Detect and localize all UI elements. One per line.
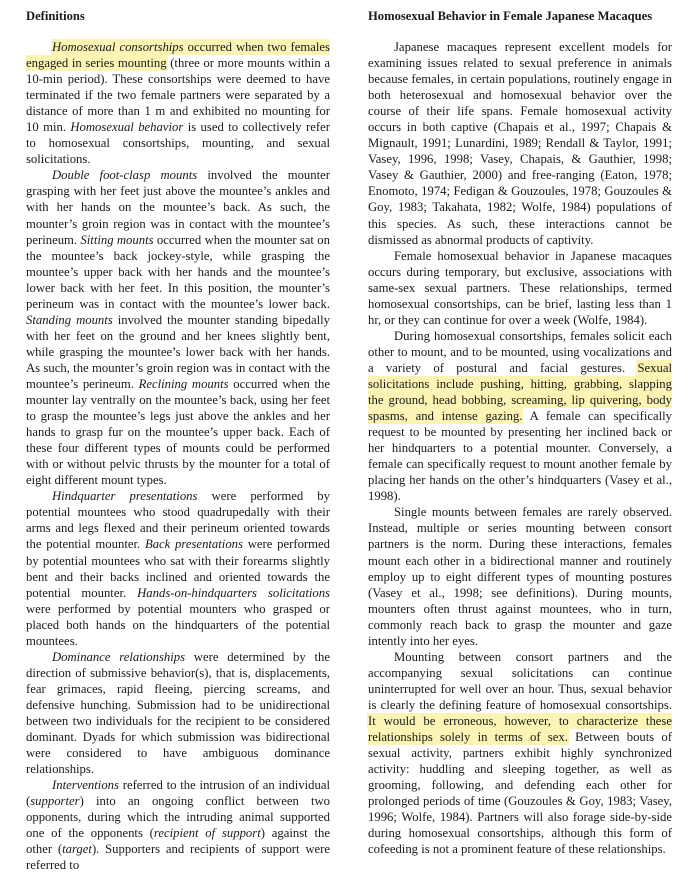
- paragraph: [26, 488, 330, 648]
- text-span: were performed by potential mountees who sat with their forearms slightly bent and their backs inclined and oriented towards the potential mounter.: [26, 537, 330, 600]
- defined-term: Sitting mounts: [80, 232, 154, 247]
- paragraph: [26, 777, 330, 873]
- left-column: [26, 0, 330, 873]
- text-span: ). Supporters and recipients of support were referred to: [26, 842, 330, 873]
- defined-term: Interventions: [52, 778, 119, 793]
- highlighted-text: It would be erroneous, however, to characterize these relationships solely in terms of sex.: [368, 713, 672, 745]
- paragraph: [368, 248, 672, 328]
- right-column: [368, 0, 672, 857]
- text-span: is used to collectively refer to homosexual consortships, mounting, and sexual solicitations.: [26, 120, 330, 167]
- text-span: Between bouts of sexual activity, partners exhibit highly synchronized activity: huddling and sleeping together, as well as grooming, following, and defending each other for prolonged periods of time (Gouzoules & Goy, 1983; Vasey, 1996; Wolfe, 1984). Partners will also forage side-by-side during homosexual consortships, although this form of cofeeding is not a prominent feature of these relationships.: [368, 730, 673, 857]
- highlighted-text: Homosexual consortships: [52, 40, 184, 54]
- paragraph: [26, 649, 330, 777]
- defined-term: Hindquarter presentations: [52, 489, 198, 504]
- text-span: occurred when the mounter sat on the mountee’s back jockey-style, while grasping the mountee’s upper back with her hands and the mountee’s lower back with her feet. In this position, the mounter’s perineum was in contact with the mountee’s lower back.: [26, 232, 330, 311]
- left-paragraphs: [26, 39, 330, 873]
- paragraph: [26, 39, 330, 167]
- defined-term: recipient of support: [153, 826, 261, 841]
- section-heading-homosexual-behavior: Homosexual Behavior in Female Japanese Macaques: [368, 9, 653, 23]
- text-span: Female homosexual behavior in Japanese macaques occurs during temporary, but exclusive, associations with same-sex sexual partners. These relationships, termed homosexual consortships, can be brief, lasting less than 1 hr, or they can continue for over a week (Wolfe, 1984).: [368, 248, 672, 327]
- paragraph: [368, 39, 672, 248]
- section-heading-definitions: Definitions: [26, 9, 85, 23]
- text-span: (three or more mounts within a 10-min period). These consortships were deemed to have terminated if the two female partners were separated by a distance of more than 1 m and exhibited no mounting for 10 min.: [26, 56, 330, 135]
- defined-term: Homosexual behavior: [70, 120, 184, 135]
- text-span: Mounting between consort partners and the accompanying sexual solicitations can continue uninterrupted for well over an hour. Thus, sexual behavior is clearly the defining feature of homosexual consortships.: [368, 649, 672, 712]
- text-span: During homosexual consortships, females solicit each other to mount, and to be mounted, using vocalizations and a variety of postural and facial gestures.: [368, 328, 672, 375]
- text-span: occurred when the mounter lay ventrally on the mountee’s back, using her feet to grasp the mountee’s legs just above the ankles and her hands to grasp fur on the mountee’s upper back. Each of these four different types of mounts could be performed with or without pelvic thrusts by the mounter for a total of eight different mount types.: [26, 376, 330, 488]
- text-span: were determined by the direction of submissive behavior(s), that is, displacements, fear grimaces, rapid fleeing, piercing screams, and defensive hunching. Submission had to be unidirectional between two individuals for the recipient to be considered dominant. Dyads for which submission was bidirectional were considered to have ambiguous dominance relationships.: [26, 649, 330, 777]
- right-paragraphs: [368, 39, 672, 857]
- paragraph: [368, 328, 672, 505]
- defined-term: Double foot-clasp mounts: [52, 168, 198, 183]
- text-span: were performed by potential mounters who grasped or placed both hands on the hindquarters of the potential mountees.: [26, 601, 330, 648]
- paragraph: [26, 167, 330, 488]
- text-span: involved the mounter standing bipedally with her feet on the ground and her knees slightly bent, while grasping the mountee’s lower back with her hands. As such, the mounter’s groin region was in contact with the mountee’s perineum.: [26, 312, 330, 391]
- defined-term: Dominance relationships: [52, 649, 186, 664]
- text-span: involved the mounter grasping with her feet just above the mountee’s ankles and with her hands on the mountee’s back. As such, the mounter’s groin region was in contact with the mountee’s perineum.: [26, 168, 330, 247]
- text-span: were performed by potential mountees who stood quadrupedally with their arms and legs flexed and their perineum oriented towards the potential mounter.: [26, 489, 330, 552]
- text-span: A female can specifically request to be mounted by presenting her inclined back or her hindquarters to a potential mounter. Conversely, a female can specifically request to mount another female by placing her hands on the other’s hindquarters (Vasey et al., 1998).: [368, 409, 673, 504]
- text-span: referred to the intrusion of an individual (: [26, 778, 330, 809]
- defined-term: Standing mounts: [26, 312, 113, 327]
- defined-term: Reclining mounts: [138, 376, 229, 391]
- text-span: Japanese macaques represent excellent models for examining issues related to sexual preference in animals because females, in certain populations, routinely engage in both heterosexual and homosexual behavior over the course of their life spans. Female homosexual activity occurs in both captive (Chapais et al., 1997; Chapais & Mignault, 1991; Lunardini, 1989; Rendall & Taylor, 1991; Vasey, 1996, 1998; Vasey, Chapais, & Gauthier, 1998; Vasey & Gauthier, 2000) and free-ranging (Eaton, 1978; Enomoto, 1974; Fedigan & Gouzoules, 1978; Gouzoules & Goy, 1983; Takahata, 1982; Wolfe, 1984) populations of this species. As such, these interactions cannot be dismissed as abnormal products of captivity.: [368, 40, 672, 247]
- text-span: ) into an ongoing conflict between two opponents, during which the intruding animal supported one of the opponents (: [26, 794, 330, 841]
- paragraph: [368, 649, 672, 858]
- defined-term: Back presentations: [144, 537, 243, 552]
- text-span: Single mounts between females are rarely observed. Instead, multiple or series mounting between consort partners is the norm. During these interactions, females mount each other in a bidirectional manner and routinely employ up to eight different types of mounting postures (Vasey et al., 1998; see definitions). During mounts, mounters often thrust against mountees, who in turn, commonly reach back to grasp the mounter and gaze intently into her eyes.: [368, 505, 672, 648]
- paragraph: [368, 504, 672, 648]
- highlighted-text: Sexual solicitations include pushing, hitting, grabbing, slapping the ground, head bobbing, screaming, lip quivering, body spasms, and intense gazing.: [368, 360, 672, 424]
- defined-term: supporter: [30, 794, 80, 809]
- text-span: ) against the other (: [26, 826, 330, 857]
- defined-term: Hands-on-hindquarters solicitations: [137, 585, 330, 600]
- highlighted-text: occurred when two females engaged in series mounting: [26, 40, 330, 71]
- defined-term: target: [62, 842, 92, 857]
